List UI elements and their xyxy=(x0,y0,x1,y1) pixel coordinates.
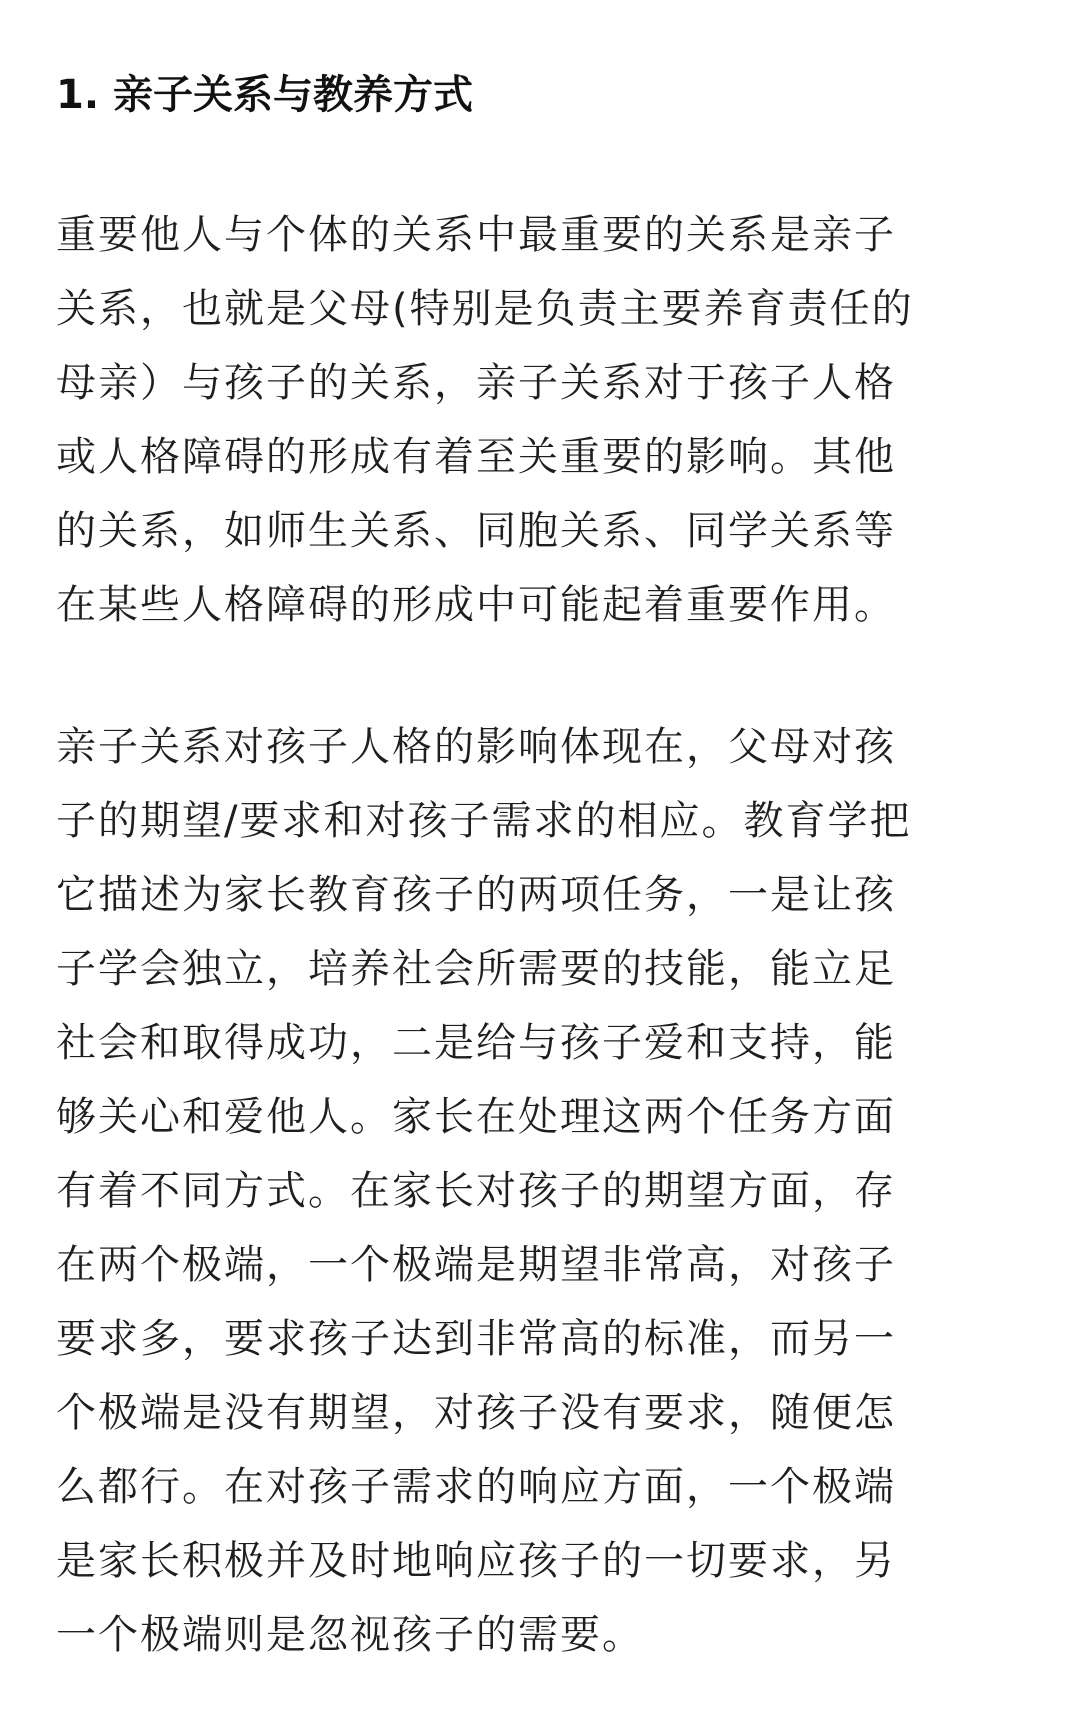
paragraph-line: 么都行。在对孩子需求的响应方面，一个极端 xyxy=(56,1464,896,1510)
paragraph-line: 有着不同方式。在家长对孩子的期望方面，存 xyxy=(56,1168,896,1214)
paragraph-line: 的关系，如师生关系、同胞关系、同学关系等 xyxy=(56,508,896,554)
paragraph-line: 亲子关系对孩子人格的影响体现在，父母对孩 xyxy=(56,724,896,770)
paragraph-line: 或人格障碍的形成有着至关重要的影响。其他 xyxy=(56,434,896,480)
paragraph-line: 重要他人与个体的关系中最重要的关系是亲子 xyxy=(56,212,896,258)
section-title: 1. 亲子关系与教养方式 xyxy=(56,72,473,118)
paragraph-line: 是家长积极并及时地响应孩子的一切要求，另 xyxy=(56,1538,896,1584)
paragraph-1 xyxy=(56,198,1024,642)
paragraph-line: 社会和取得成功，二是给与孩子爱和支持，能 xyxy=(56,1020,896,1066)
paragraph-line: 在两个极端，一个极端是期望非常高，对孩子 xyxy=(56,1242,896,1288)
paragraph-2 xyxy=(56,710,1024,1672)
paragraph-line: 母亲）与孩子的关系，亲子关系对于孩子人格 xyxy=(56,360,896,406)
paragraph-line: 关系，也就是父母(特别是负责主要养育责任的 xyxy=(56,286,914,332)
paragraph-line: 子学会独立，培养社会所需要的技能，能立足 xyxy=(56,946,896,992)
article xyxy=(56,60,1024,1672)
paragraph-line: 一个极端则是忽视孩子的需要。 xyxy=(56,1612,644,1658)
paragraph-line: 个极端是没有期望，对孩子没有要求，随便怎 xyxy=(56,1390,896,1436)
paragraph-line: 在某些人格障碍的形成中可能起着重要作用。 xyxy=(56,582,896,628)
paragraph-line: 子的期望/要求和对孩子需求的相应。教育学把 xyxy=(56,798,912,844)
paragraph-line: 要求多，要求孩子达到非常高的标准，而另一 xyxy=(56,1316,896,1362)
paragraph-line: 够关心和爱他人。家长在处理这两个任务方面 xyxy=(56,1094,896,1140)
paragraph-line: 它描述为家长教育孩子的两项任务，一是让孩 xyxy=(56,872,896,918)
